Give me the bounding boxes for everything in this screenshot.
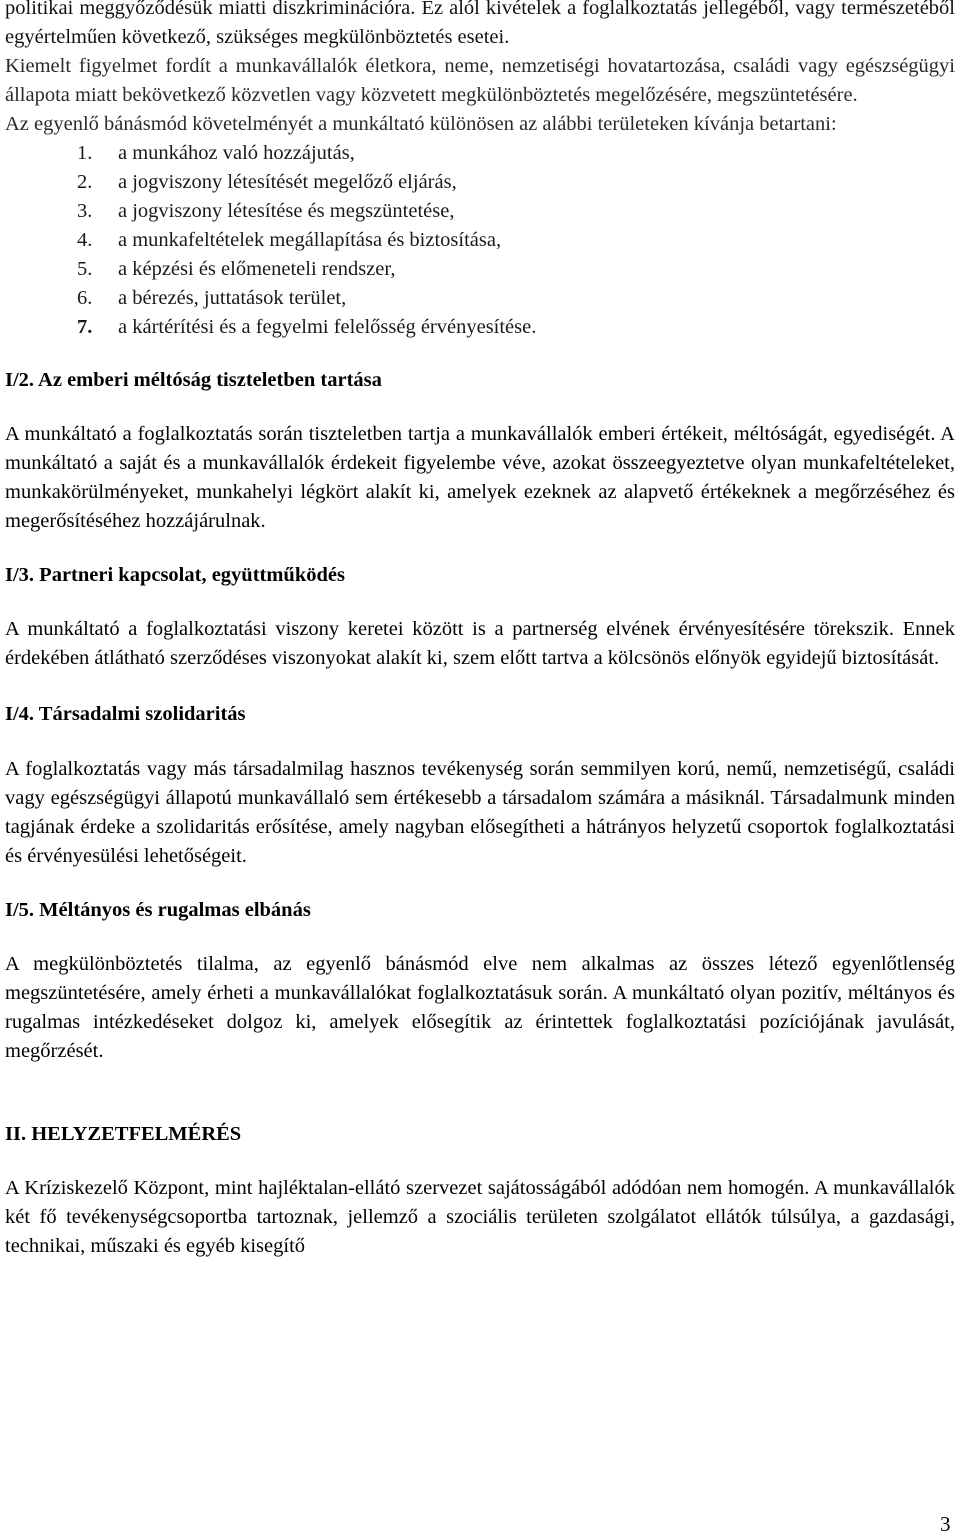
list-item (5, 226, 955, 255)
list-item-number: 5. (77, 258, 93, 280)
section-body-human-dignity: A munkáltató a foglalkoztatás során tiszteletben tartja a munkavállalók emberi értékeit, méltóságát, egyediségét. A munkáltató a saját és a munkavállalók érdekeit figyelembe véve, azokat összeegyeztetve olyan munkafeltételeket, munkakörülményeket, munkahelyi légkört alakít ki, amelyek ezeknek az alapvető értékeknek a megőrzéséhez és megerősítéséhez hozzájárulnak. (5, 423, 955, 532)
section-body-partnership: A munkáltató a foglalkoztatási viszony keretei között is a partnerség elvének érvényesítésére törekszik. Ennek érdekében átlátható szerződéses viszonyokat alakít ki, szem előtt tartva a kölcsönös előnyök egyidejű biztosítását. (5, 618, 955, 669)
section-heading-human-dignity: I/2. Az emberi méltóság tiszteletben tartása (5, 369, 382, 391)
list-item (5, 139, 955, 168)
paragraph-discrimination-exceptions: politikai meggyőződésük miatti diszkriminációra. Ez alól kivételek a foglalkoztatás jellegéből, vagy természetéből egyértelműen következő, szükséges megkülönböztetés esetei. (5, 0, 955, 48)
list-item-text: a kártérítési és a fegyelmi felelősség érvényesítése. (118, 316, 537, 338)
section-heading-social-solidarity: I/4. Társadalmi szolidaritás (5, 703, 246, 725)
section-heading-fair-treatment: I/5. Méltányos és rugalmas elbánás (5, 899, 311, 921)
list-item (5, 197, 955, 226)
list-item-number: 3. (77, 200, 93, 222)
list-item (5, 168, 955, 197)
list-item-number: 4. (77, 229, 93, 251)
section-body-fair-treatment: A megkülönböztetés tilalma, az egyenlő bánásmód elve nem alkalmas az összes létező egyenlőtlenség megszüntetésére, amely érheti a munkavállalókat foglalkoztatásuk során. A munkáltató olyan pozitív, méltányos és rugalmas intézkedéseket dolgoz ki, amelyek elősegítik az érintettek foglalkoztatási pozíciójának javulását, megőrzését. (5, 953, 955, 1062)
list-item-text: a munkafeltételek megállapítása és biztosítása, (118, 229, 502, 251)
list-item (5, 313, 955, 342)
list-item (5, 255, 955, 284)
chapter-heading-situation-assessment: II. HELYZETFELMÉRÉS (5, 1123, 242, 1145)
list-item-text: a bérezés, juttatások terület, (118, 287, 347, 309)
paragraph-equal-treatment-areas: Az egyenlő bánásmód követelményét a munkáltató különösen az alábbi területeken kívánja betartani: (5, 113, 837, 135)
list-item-number: 7. (77, 316, 93, 338)
document-page (5, 0, 955, 1261)
list-item (5, 284, 955, 313)
list-item-number: 6. (77, 287, 93, 309)
paragraph-special-attention: Kiemelt figyelmet fordít a munkavállalók életkora, neme, nemzetiségi hovatartozása, családi vagy egészségügyi állapota miatt bekövetkező közvetlen vagy közvetett megkülönböztetés megelőzésére, megszüntetésére. (5, 55, 955, 106)
section-heading-partnership: I/3. Partneri kapcsolat, együttműködés (5, 564, 345, 586)
list-item-text: a munkához való hozzájutás, (118, 142, 355, 164)
section-body-social-solidarity: A foglalkoztatás vagy más társadalmilag hasznos tevékenység során semmilyen korú, nemű, nemzetiségű, családi vagy egészségügyi állapotú munkavállaló sem értékesebb a társadalom számára a másiknál. Társadalmunk minden tagjának érdeke a szolidaritás erősítése, amely nagyban elősegítheti a hátrányos helyzetű csoportok foglalkoztatási és érvényesülési lehetőségeit. (5, 758, 955, 867)
list-item-text: a jogviszony létesítését megelőző eljárás, (118, 171, 457, 193)
list-item-text: a jogviszony létesítése és megszüntetése, (118, 200, 455, 222)
list-item-text: a képzési és előmeneteli rendszer, (118, 258, 396, 280)
equal-treatment-areas-list (5, 139, 955, 342)
list-item-number: 2. (77, 171, 93, 193)
page-number: 3 (940, 1512, 951, 1536)
list-item-number: 1. (77, 142, 93, 164)
chapter-body-situation-assessment: A Kríziskezelő Központ, mint hajléktalan-ellátó szervezet sajátosságából adódóan nem homogén. A munkavállalók két fő tevékenységcsoportba tartoznak, jellemző a szociális területen szolgálatot ellátók túlsúlya, a gazdasági, technikai, műszaki és egyéb kisegítő (5, 1177, 955, 1257)
